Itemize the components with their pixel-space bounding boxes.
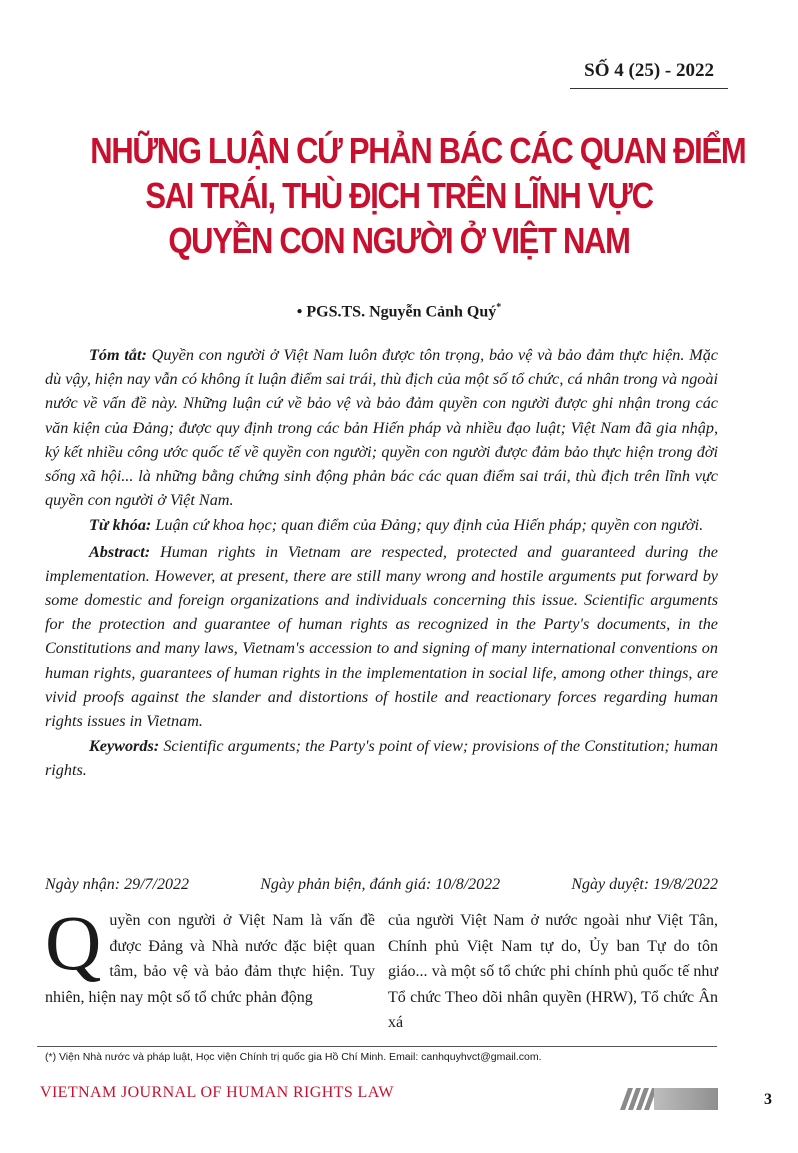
- body-column-left: [45, 899, 375, 1036]
- body-text: [45, 899, 718, 1036]
- page-number-box: [654, 1088, 718, 1110]
- header-rule: [570, 88, 728, 89]
- page-number-bar: [622, 1088, 718, 1110]
- keywords-vi: [45, 513, 718, 537]
- body-right-text: của người Việt Nam ở nước ngoài như Việt Tân, Chính phủ Việt Nam tự do, Ủy ban Tự do tôn giáo... và một số tổ chức phi chính phủ quốc tế như Tổ chức Theo dõi nhân quyền (HRW), Tổ chức Ân xá: [388, 912, 718, 1031]
- title-line-1: NHỮNG LUẬN CỨ PHẢN BÁC CÁC QUAN ĐIỂM: [90, 130, 746, 171]
- summary-vi-label: Tóm tắt:: [89, 346, 147, 364]
- keywords-vi-text: Luận cứ khoa học; quan điểm của Đảng; quy định của Hiến pháp; quyền con người.: [151, 516, 704, 535]
- body-left-text: uyền con người ở Việt Nam là vấn đề được Đảng và Nhà nước đặc biệt quan tâm, bảo vệ và bảo đảm thực hiện. Tuy nhiên, hiện nay một số tổ chức phản động: [45, 912, 375, 1006]
- author-name: PGS.TS. Nguyễn Cảnh Quý: [306, 303, 497, 321]
- abstract-en: [45, 540, 718, 734]
- author-footnote: (*) Viện Nhà nước và pháp luật, Học viện Chính trị quốc gia Hồ Chí Minh. Email: canhquyhvct@gmail.com.: [45, 1051, 542, 1063]
- date-approved: Ngày duyệt: 19/8/2022: [571, 876, 718, 893]
- author-line: [0, 302, 798, 321]
- journal-name: VIETNAM JOURNAL OF HUMAN RIGHTS LAW: [40, 1084, 394, 1101]
- date-received: Ngày nhận: 29/7/2022: [45, 876, 189, 893]
- keywords-en-label: Keywords:: [89, 737, 160, 756]
- title-line-2: SAI TRÁI, THÙ ĐỊCH TRÊN LĨNH VỰC: [145, 175, 653, 216]
- abstract-en-label: Abstract:: [89, 542, 151, 561]
- article-title: [90, 128, 746, 263]
- author-bullet: •: [296, 303, 307, 321]
- issue-number: SỐ 4 (25) - 2022: [584, 60, 714, 81]
- footnote-rule: [37, 1046, 717, 1047]
- date-reviewed: Ngày phản biện, đánh giá: 10/8/2022: [260, 876, 501, 893]
- drop-cap: Q: [45, 899, 102, 986]
- keywords-vi-label: Từ khóa:: [89, 516, 152, 535]
- body-column-right: [388, 908, 718, 1036]
- summary-vi: [45, 343, 718, 512]
- abstract-block: [45, 343, 718, 784]
- abstract-en-text: Human rights in Vietnam are respected, protected and guaranteed during the implementation. However, at present, there are still many wrong and hostile arguments put forward by some domestic and foreign organizations and individuals concerning this issue. Scientific arguments for the protection and guarantee of human rights as recognized in the Party's documents, in the Constitutions and many laws, Vietnam's accession to and signing of many international conventions on human rights, guarantees of human rights in the implementation in social life, among other things, are vivid proofs against the slander and distortions of hostile and reactionary forces regarding human rights issues in Vietnam.: [45, 542, 718, 731]
- keywords-en-text: Scientific arguments; the Party's point of view; provisions of the Constitution; human rights.: [45, 737, 718, 780]
- article-dates: [45, 876, 718, 894]
- page-number: 3: [764, 1091, 772, 1108]
- author-footnote-marker: *: [496, 302, 502, 313]
- title-line-3: QUYỀN CON NGƯỜI Ở VIỆT NAM: [168, 220, 630, 261]
- summary-vi-text: Quyền con người ở Việt Nam luôn được tôn trọng, bảo vệ và bảo đảm thực hiện. Mặc dù vậy, hiện nay vẫn có không ít luận điểm sai trái, thù địch của một số tổ chức, cá nhân trong và ngoài nước về vấn đề này. Những luận cứ về bảo vệ và bảo đảm quyền con người được ghi nhận trong các văn kiện của Đảng; được quy định trong các bản Hiến pháp và nhiều đạo luật; Việt Nam đã gia nhập, ký kết nhiều công ước quốc tế về quyền con người; quyền con người được đảm bảo thực hiện trong đời sống xã hội... là những bằng chứng sinh động phản bác các quan điểm sai trái, thù địch trên lĩnh vực quyền con người ở Việt Nam.: [45, 346, 718, 510]
- keywords-en: [45, 734, 718, 782]
